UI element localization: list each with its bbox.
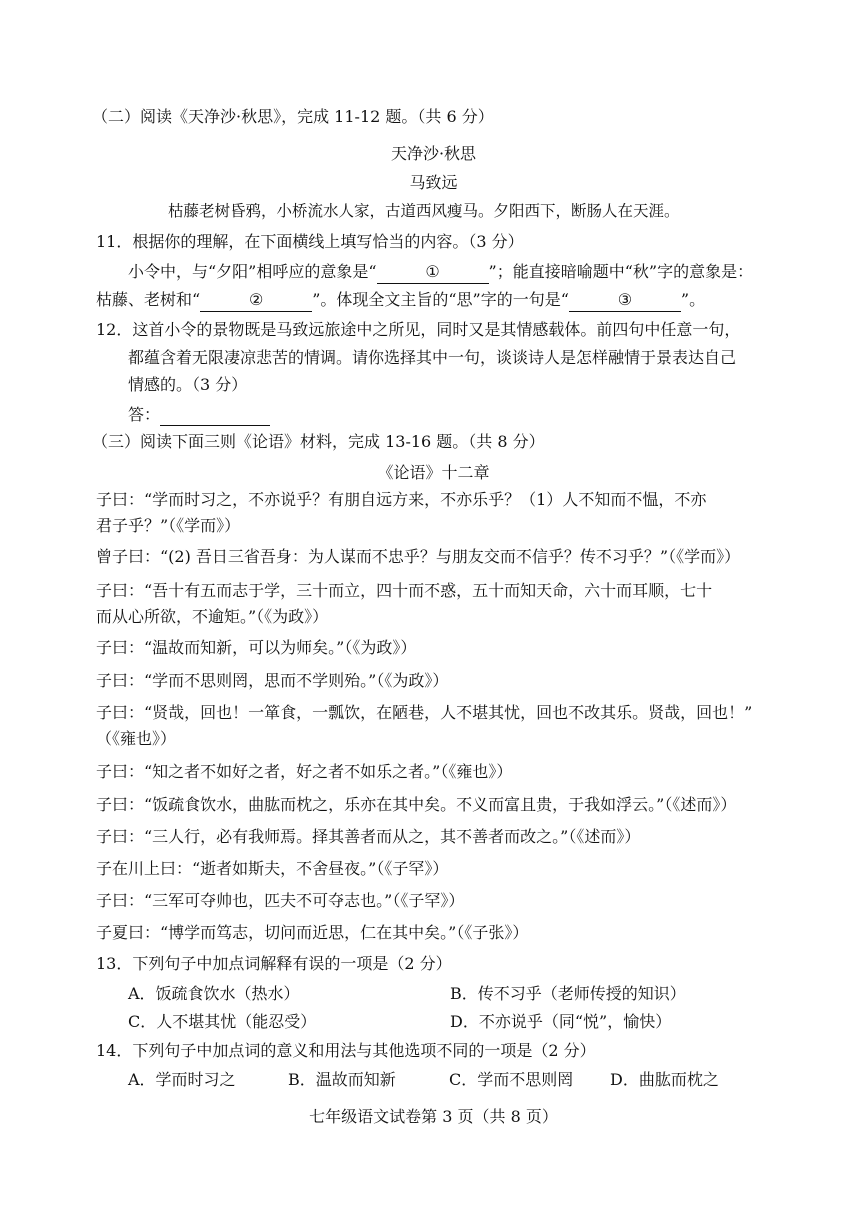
lunyu-line: 子曰：“贤哉，回也！一箪食，一瓢饮，在陋巷，人不堪其忧，回也不改其乐。贤哉，回也！”	[96, 703, 753, 722]
section-heading: （二）阅读《天净沙·秋思》，完成 11-12 题。（共 6 分）	[92, 107, 494, 126]
poem-title: 天净沙·秋思	[390, 144, 477, 163]
question-12-line1: 12．这首小令的景物既是马致远旅途中之所见，同时又是其情感载体。前四句中任意一句，	[96, 320, 741, 339]
lunyu-line: （《雍也》）	[96, 729, 177, 748]
answer-blank-1[interactable]: ①	[377, 261, 489, 284]
question-12-line2: 都蕴含着无限凄凉悲苦的情调。请你选择其中一句，谈谈诗人是怎样融情于景表达自己	[128, 348, 737, 367]
lunyu-title: 《论语》十二章	[377, 463, 490, 482]
q14-option-d[interactable]: D．曲肱而枕之	[610, 1070, 719, 1089]
question-14-stem: 14．下列句子中加点词的意义和用法与其他选项不同的一项是（2 分）	[96, 1041, 596, 1060]
lunyu-line: 子曰：“吾十有五而志于学，三十而立，四十而不惑，五十而知天命，六十而耳顺，七十	[96, 581, 713, 600]
lunyu-line: 君子乎？”（《学而》）	[96, 516, 241, 535]
lunyu-line: 子曰：“三军可夺帅也，匹夫不可夺志也。”（《子罕》）	[96, 891, 465, 910]
poem-text: 枯藤老树昏鸦，小桥流水人家，古道西风瘦马。夕阳西下，断肠人在天涯。	[168, 202, 680, 220]
q13-option-a[interactable]: A．饭疏食饮水（热水）	[128, 984, 300, 1003]
page-footer: 七年级语文试卷第 3 页（共 8 页）	[309, 1107, 558, 1126]
question-11-line2: 枯藤、老树和“ ② ”。体现全文主旨的“思”字的一句是“ ③ ”。	[96, 289, 705, 312]
lunyu-line: 子曰：“温故而知新，可以为师矣。”（《为政》）	[96, 638, 417, 657]
lunyu-line: 曾子曰：“(2) 吾日三省吾身：为人谋而不忠乎？与朋友交而不信乎？传不习乎？”（《学而》）	[96, 547, 741, 566]
lunyu-line: 子曰：“三人行，必有我师焉。择其善者而从之，其不善者而改之。”（《述而》）	[96, 827, 641, 846]
question-12-line3: 情感的。（3 分）	[128, 375, 248, 394]
section-heading-3: （三）阅读下面三则《论语》材料，完成 13-16 题。（共 8 分）	[92, 432, 545, 451]
q14-option-c[interactable]: C．学而不思则罔	[449, 1070, 574, 1089]
question-11-line1: 小令中，与“夕阳”相呼应的意象是“ ① ”；能直接暗喻题中“秋”字的意象是：	[128, 261, 753, 284]
lunyu-line: 子曰：“学而时习之，不亦说乎？有朋自远方来，不亦乐乎？（1）人不知而不愠，不亦	[96, 490, 707, 509]
answer-blank-12[interactable]	[160, 407, 270, 426]
q14-option-b[interactable]: B．温故而知新	[288, 1070, 396, 1089]
lunyu-line: 子在川上曰：“逝者如斯夫，不舍昼夜。”（《子罕》）	[96, 859, 449, 878]
question-11-stem: 11．根据你的理解，在下面横线上填写恰当的内容。（3 分）	[96, 232, 524, 251]
q14-option-a[interactable]: A．学而时习之	[128, 1070, 236, 1089]
question-12-answer: 答：	[128, 404, 270, 426]
lunyu-line: 子曰：“饭疏食饮水，曲肱而枕之，乐亦在其中矣。不义而富且贵，于我如浮云。”（《述而》）	[96, 795, 737, 814]
question-13-stem: 13．下列句子中加点词解释有误的一项是（2 分）	[96, 954, 452, 973]
lunyu-line: 子曰：“知之者不如好之者，好之者不如乐之者。”（《雍也》）	[96, 762, 513, 781]
answer-blank-2[interactable]: ②	[200, 289, 312, 312]
lunyu-line: 而从心所欲，不逾矩。”（《为政》）	[96, 607, 329, 626]
q13-option-c[interactable]: C．人不堪其忧（能忍受）	[128, 1012, 317, 1031]
q13-option-d[interactable]: D．不亦说乎（同“悦”，愉快）	[450, 1012, 672, 1031]
lunyu-line: 子曰：“学而不思则罔，思而不学则殆。”（《为政》）	[96, 671, 449, 690]
poem-author: 马致远	[409, 173, 458, 192]
answer-blank-3[interactable]: ③	[569, 289, 681, 312]
q13-option-b[interactable]: B．传不习乎（老师传授的知识）	[450, 984, 686, 1003]
lunyu-line: 子夏曰：“博学而笃志，切问而近思，仁在其中矣。”（《子张》）	[96, 923, 529, 942]
